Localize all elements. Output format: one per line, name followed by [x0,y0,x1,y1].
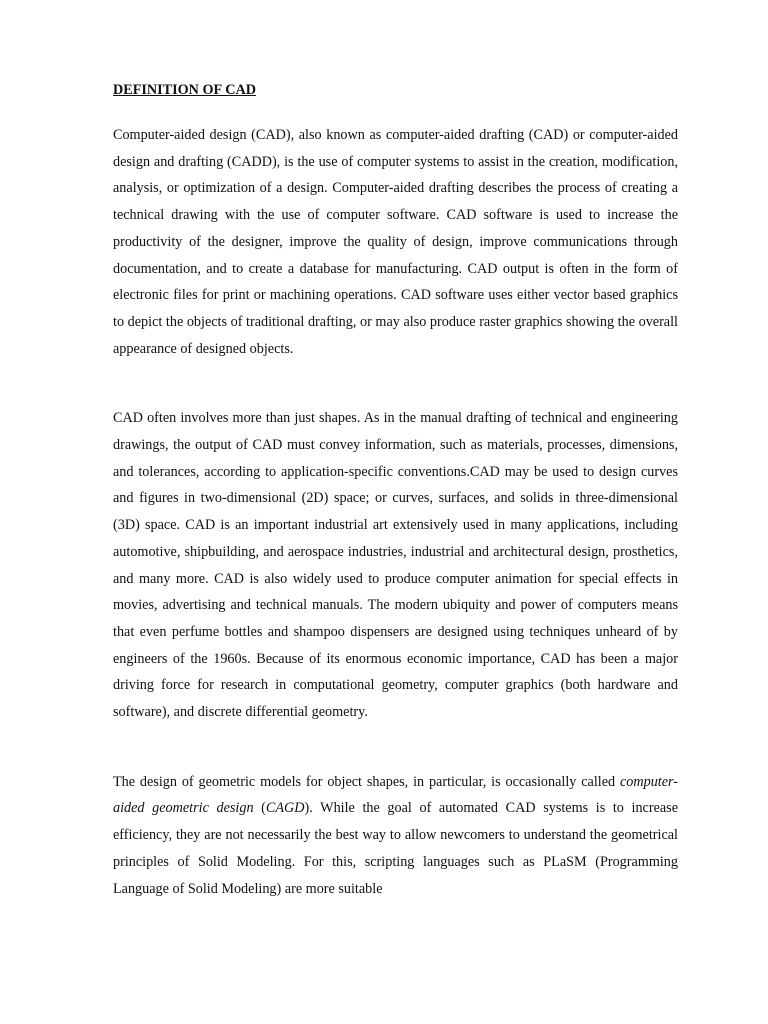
paragraph-cagd [113,769,678,903]
paragraph-cagd-text-3: ). While the goal of automated CAD systems is to increase efficiency, they are not necessarily the best way to allow newcomers to understand the geometrical principles of Solid Modeling. For this, scripting languages such as PLaSM (Programming Language of Solid Modeling) are more suitable [113,800,678,897]
document-heading: DEFINITION OF CAD [113,82,256,98]
cagd-abbreviation: CAGD [265,800,305,817]
paragraph-cagd-text-2: ( [253,800,266,817]
paragraph-applications: CAD often involves more than just shapes. As in the manual drafting of technical and engineering drawings, the output of CAD must convey information, such as materials, processes, dimensions, and tolerances, according to application-specific conventions.CAD may be used to design curves and figures in two-dimensional (2D) space; or curves, surfaces, and solids in three-dimensional (3D) space. CAD is an important industrial art extensively used in many applications, including automotive, shipbuilding, and aerospace industries, industrial and architectural design, prosthetics, and many more. CAD is also widely used to produce computer animation for special effects in movies, advertising and technical manuals. The modern ubiquity and power of computers means that even perfume bottles and shampoo dispensers are designed using techniques unheard of by engineers of the 1960s. Because of its enormous economic importance, CAD has been a major driving force for research in computational geometry, computer graphics (both hardware and software), and discrete differential geometry. [113,410,678,721]
paragraph-definition: Computer-aided design (CAD), also known as computer-aided drafting (CAD) or computer-aided design and drafting (CADD), is the use of computer systems to assist in the creation, modification, analysis, or optimization of a design. Computer-aided drafting describes the process of creating a technical drawing with the use of computer software. CAD software is used to increase the productivity of the designer, improve the quality of design, improve communications through documentation, and to create a database for manufacturing. CAD output is often in the form of electronic files for print or machining operations. CAD software uses either vector based graphics to depict the objects of traditional drafting, or may also produce raster graphics showing the overall appearance of designed objects. [113,127,678,357]
cagd-term: computer-aided geometric design [113,773,678,817]
paragraph-cagd-text-1: The design of geometric models for object shapes, in particular, is occasionally called [113,773,620,790]
document-page [113,80,678,902]
